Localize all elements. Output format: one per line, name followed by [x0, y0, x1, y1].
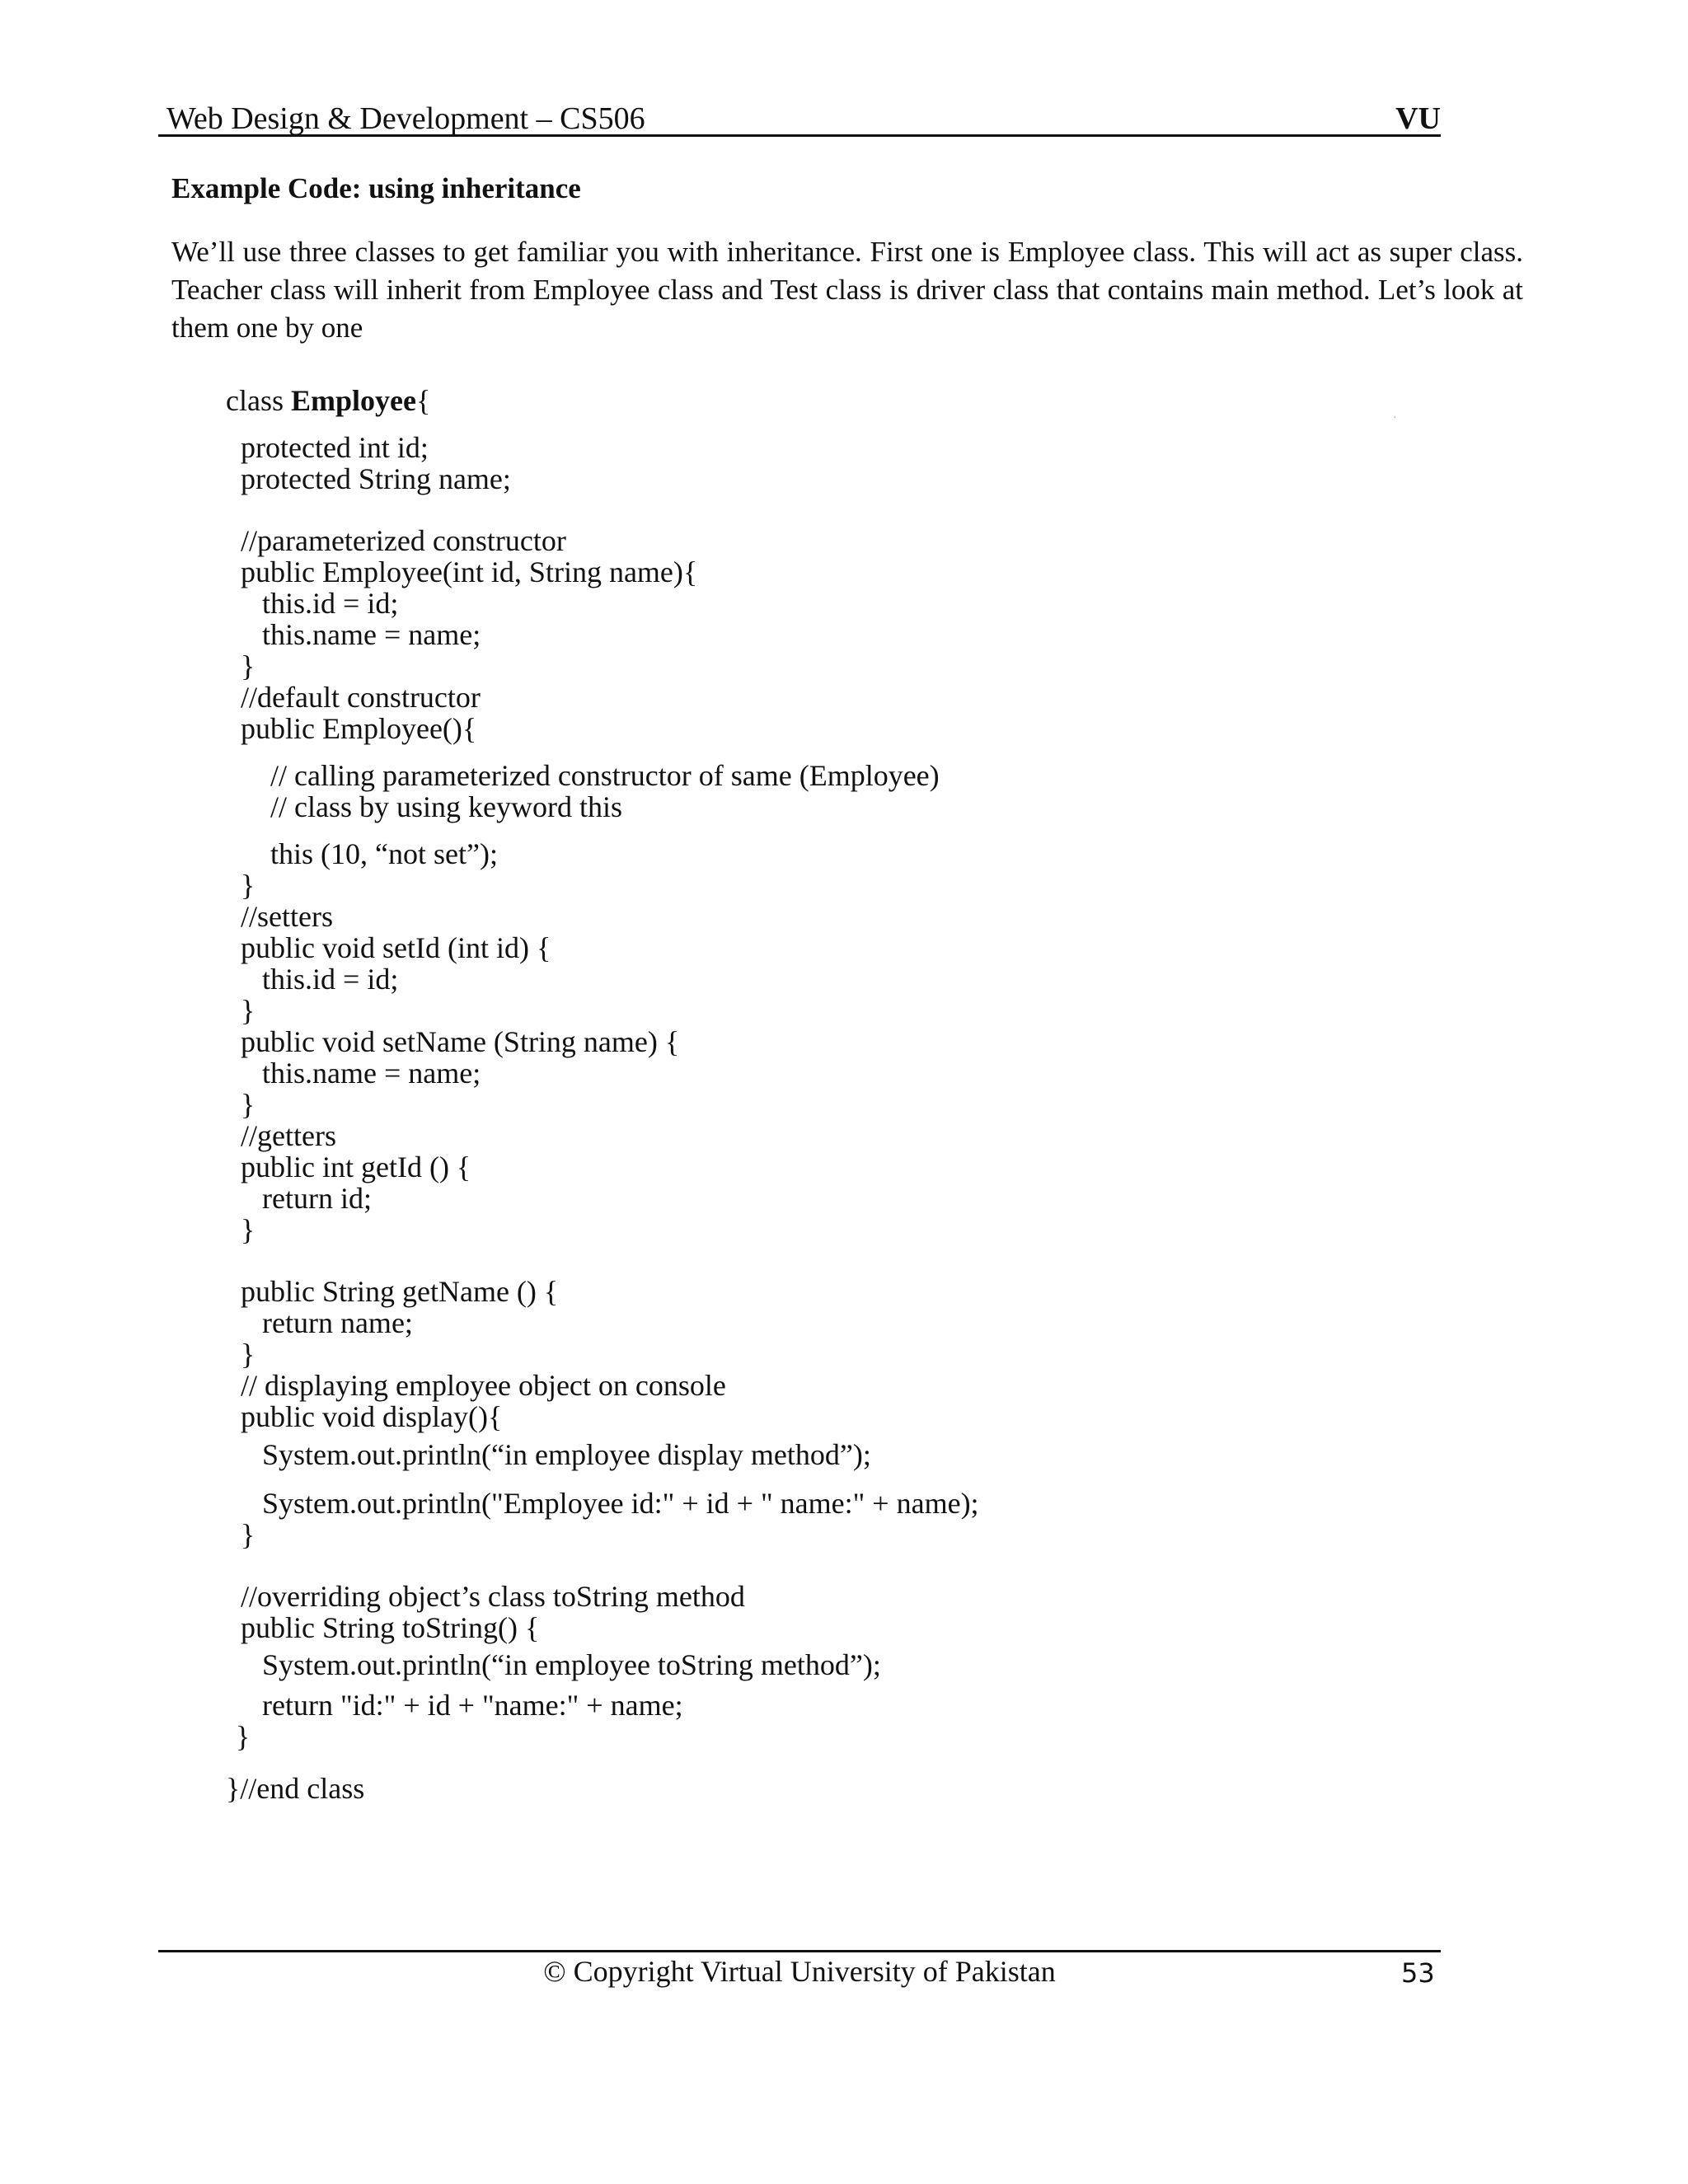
code-line: } [241, 649, 256, 682]
code-line: }//end class [226, 1772, 365, 1805]
code-class-name: Employee [290, 384, 416, 417]
code-line: return name; [262, 1306, 413, 1339]
code-line: this.id = id; [262, 587, 399, 620]
code-line: protected String name; [241, 462, 511, 495]
document-header-badge: VU [1395, 101, 1441, 136]
code-line: public String getName () { [241, 1275, 559, 1308]
code-line: this.id = id; [262, 963, 399, 996]
code-line: // displaying employee object on console [241, 1369, 726, 1402]
code-line: System.out.println(“in employee toString method”); [262, 1648, 881, 1681]
code-line: public void setId (int id) { [241, 931, 551, 964]
code-line: return "id:" + id + "name:" + name; [262, 1689, 683, 1722]
code-line: this.name = name; [262, 1057, 481, 1090]
code-line: public int getId () { [241, 1151, 471, 1183]
code-line: } [241, 1213, 256, 1246]
footer-copyright: © Copyright Virtual University of Pakistan [543, 1955, 1056, 1988]
document-header-title: Web Design & Development – CS506 [166, 101, 645, 136]
code-class-keyword: class [226, 384, 291, 417]
code-line: // calling parameterized constructor of same (Employee) [270, 759, 940, 792]
page-number: 53 [1401, 1957, 1435, 1989]
code-line: this (10, “not set”); [270, 837, 498, 870]
code-line: protected int id; [241, 431, 429, 464]
code-line: //default constructor [241, 681, 481, 714]
code-line: // class by using keyword this [270, 790, 622, 823]
code-line: System.out.println(“in employee display method”); [262, 1438, 871, 1471]
code-line: return id; [262, 1182, 372, 1215]
code-line: public void setName (String name) { [241, 1025, 680, 1058]
section-heading: Example Code: using inheritance [171, 172, 581, 204]
code-line: public void display(){ [241, 1400, 503, 1433]
code-line: this.name = name; [262, 618, 481, 651]
code-line: } [241, 994, 256, 1027]
code-class-brace: { [415, 384, 431, 417]
code-line: } [241, 1088, 256, 1121]
scan-speck: · [1393, 412, 1397, 424]
code-line: public Employee(int id, String name){ [241, 555, 698, 588]
code-line: public String toString() { [241, 1611, 540, 1644]
code-class-declaration [226, 384, 430, 417]
code-line: //overriding object’s class toString method [241, 1580, 745, 1613]
code-line: } [241, 869, 256, 902]
code-line: System.out.println("Employee id:" + id + " name:" + name); [262, 1487, 979, 1520]
intro-paragraph: We’ll use three classes to get familiar you with inheritance. First one is Employee class. This will act as super class. Teacher class will inherit from Employee class and Test class is driver class that contains main method. Let’s look at them one by one [171, 236, 1523, 344]
code-line: //parameterized constructor [241, 524, 566, 557]
code-line: public Employee(){ [241, 712, 477, 745]
code-line: } [236, 1720, 251, 1753]
code-line: //setters [241, 900, 333, 933]
code-line: //getters [241, 1119, 336, 1152]
code-line: } [241, 1518, 256, 1551]
code-line: } [241, 1338, 256, 1371]
